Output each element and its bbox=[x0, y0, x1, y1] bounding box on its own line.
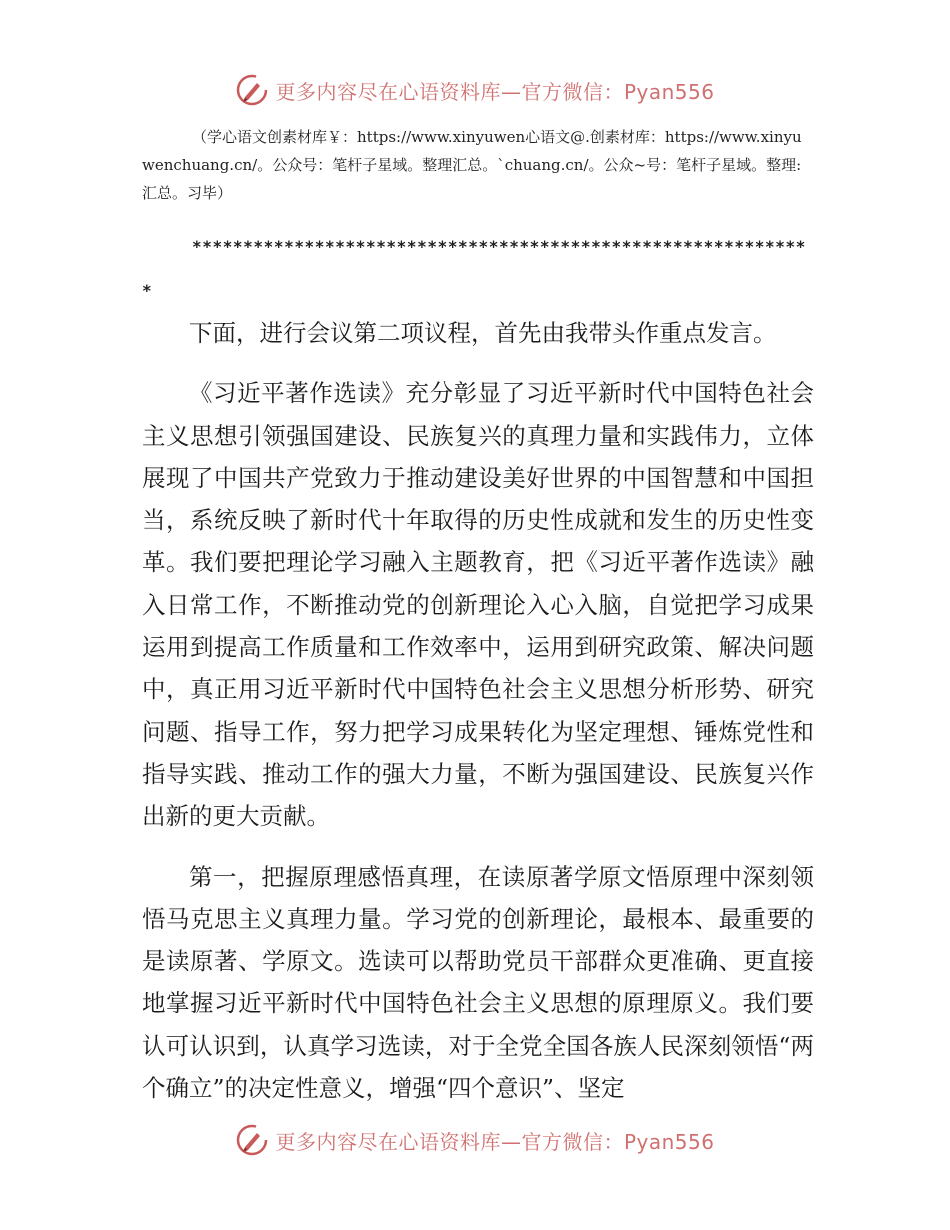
separator-stars: ************************************************************* bbox=[142, 237, 806, 300]
pen-logo-icon bbox=[235, 73, 269, 107]
paragraph-3: 第一，把握原理感悟真理，在读原著学原文悟原理中深刻领悟马克思主义真理力量。学习党的创新理论，最根本、最重要的是读原著、学原文。选读可以帮助党员干部群众更准确、更直接地掌握习近平新时代中国特色社会主义思想的原理原义。我们要认可认识到，认真学习选读，对于全党全国各族人民深刻领悟“两个确立”的决定性意义，增强“四个意识”、坚定 bbox=[142, 862, 814, 1103]
banner-text: 更多内容尽在心语资料库—官方微信：Pyan556 bbox=[275, 79, 715, 104]
pen-logo-icon bbox=[235, 1123, 269, 1157]
header-banner bbox=[0, 70, 950, 110]
banner-text: 更多内容尽在心语资料库—官方微信：Pyan556 bbox=[275, 1129, 715, 1154]
paragraph-1: 下面，进行会议第二项议程，首先由我带头作重点发言。 bbox=[189, 319, 777, 347]
footer-banner bbox=[0, 1120, 950, 1160]
body-text bbox=[142, 312, 814, 1109]
source-note: （学心语文创素材库￥：https://www.xinyuwen心语文@.创素材库：https://www.xinyuwenchuang.cn/。公众号：笔杆子星域。整理汇总。`chuang.cn/。公众~号：笔杆子星域。整理:汇总。习毕） bbox=[142, 128, 802, 202]
paragraph-2: 《习近平著作选读》充分彰显了习近平新时代中国特色社会主义思想引领强国建设、民族复兴的真理力量和实践伟力，立体展现了中国共产党致力于推动建设美好世界的中国智慧和中国担当，系统反映了新时代十年取得的历史性成就和发生的历史性变革。我们要把理论学习融入主题教育，把《习近平著作选读》融入日常工作，不断推动党的创新理论入心入脑，自觉把学习成果运用到提高工作质量和工作效率中，运用到研究政策、解决问题中，真正用习近平新时代中国特色社会主义思想分析形势、研究问题、指导工作，努力把学习成果转化为坚定理想、锤炼党性和指导实践、推动工作的强大力量，不断为强国建设、民族复兴作出新的更大贡献。 bbox=[142, 379, 814, 831]
